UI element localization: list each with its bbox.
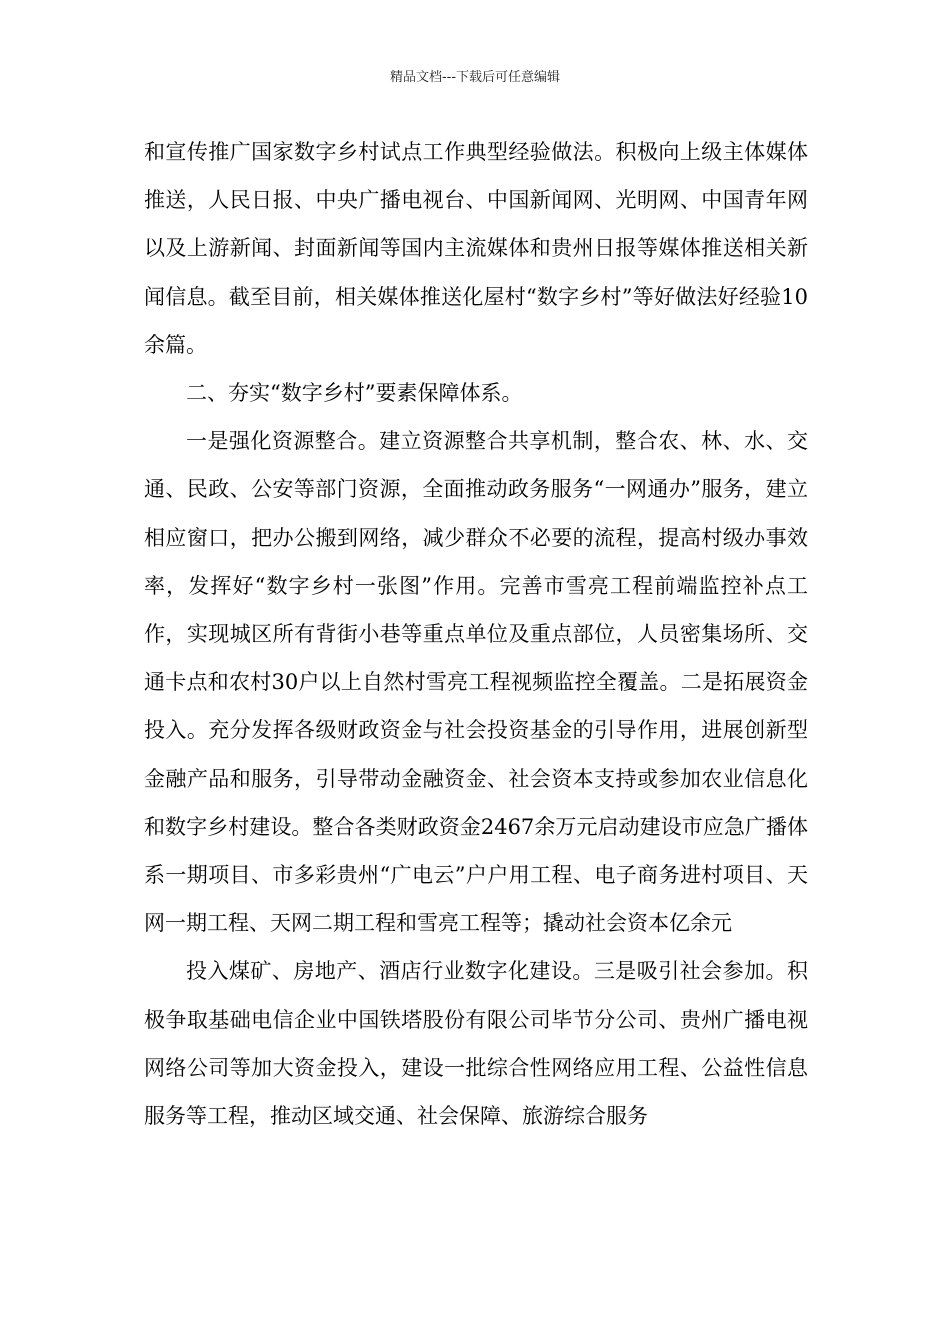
paragraph-social-participation: 投入煤矿、房地产、酒店行业数字化建设。三是吸引社会参加。积极争取基础电信企业中国铁塔股份有限公司毕节分公司、贵州广播电视网络公司等加大资金投入，建设一批综合性网络应用工程、公益性信息服务等工程，推动区域交通、社会保障、旅游综合服务 bbox=[144, 959, 808, 1129]
section-heading: 二、夯实“数字乡村”要素保障体系。 bbox=[186, 381, 523, 406]
document-body bbox=[144, 128, 808, 1140]
paragraph-resource-integration: 一是强化资源整合。建立资源整合共享机制，整合农、林、水、交通、民政、公安等部门资源，全面推动政务服务“一网通办”服务，建立相应窗口，把办公搬到网络，减少群众不必要的流程，提高村级办事效率，发挥好“数字乡村一张图”作用。完善市雪亮工程前端监控补点工作，实现城区所有背街小巷等重点单位及重点部位，人员密集场所、交通卡点和农村30户以上自然村雪亮工程视频监控全覆盖。二是拓展资金投入。充分发挥各级财政资金与社会投资基金的引导作用，进展创新型金融产品和服务，引导带动金融资金、社会资本支持或参加农业信息化和数字乡村建设。整合各类财政资金2467余万元启动建设市应急广播体系一期项目、市多彩贵州“广电云”户户用工程、电子商务进村项目、天网一期工程、天网二期工程和雪亮工程等；撬动社会资本亿余元 bbox=[144, 429, 808, 936]
page-header: 精品文档---下载后可任意编辑 bbox=[389, 70, 561, 85]
paragraph-continuation: 和宣传推广国家数字乡村试点工作典型经验做法。积极向上级主体媒体推送，人民日报、中央广播电视台、中国新闻网、光明网、中国青年网以及上游新闻、封面新闻等国内主流媒体和贵州日报等媒体推送相关新闻信息。截至目前，相关媒体推送化屋村“数字乡村”等好做法好经验10余篇。 bbox=[144, 140, 808, 357]
